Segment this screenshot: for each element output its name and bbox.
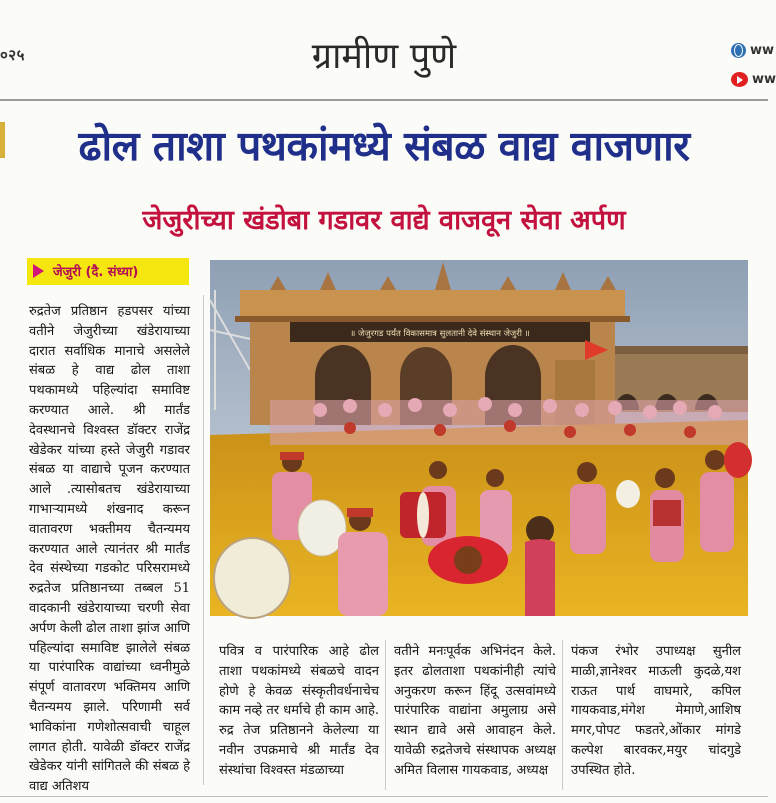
article-column-4: पंकज रंभोर उपाध्यक्ष सुनील माळी,ज्ञानेश्वर माऊली कुदळे,यश राऊत पार्थ वाघमारे, कपिल गायकवाड,मंगेश मेमाणे,आशिष मगर,पोपट फडतरे,ओंकार मांगडे कल्पेश बारवकर,मयुर चांदगुडे उपस्थित होते. [571,644,741,778]
masthead-divider [0,99,768,101]
page-edge-marker [0,122,5,158]
dateline-arrow-icon [33,264,44,278]
youtube-link[interactable] [731,72,776,90]
youtube-label: ww [752,72,776,87]
website-label: ww [750,43,775,58]
youtube-icon [731,72,748,87]
website-link[interactable] [731,43,775,61]
temple-banner-text: ॥ जेजुरगड पर्यंत विकासमात्र सुलतानी देवे संस्थान जेजुरी ॥ [350,329,530,339]
globe-icon [731,43,746,58]
article-column-3: वतीने मनःपूर्वक अभिनंदन केले. इतर ढोलताशा पथकांनीही त्यांचे अनुकरण करून हिंदू उत्सवांमध्ये पारंपारिक वाद्यांना अमुलाग्र असे स्थान द्यावे असे आवाहन केले. यावेळी रुद्रतेजचे संस्थापक अध्यक्ष अमित विलास गायकवाड, अध्यक्ष [394,644,556,778]
crowd [270,397,748,445]
column-divider [385,640,386,790]
masthead-title: ग्रामीण पुणे [311,36,457,77]
article-subheadline: जेजुरीच्या खंडोबा गडावर वाद्ये वाजवून सेवा अर्पण [142,205,626,236]
photo-drummers-at-temple [210,260,748,616]
bottom-divider [0,796,768,797]
article-column-2: पवित्र व पारंपारिक आहे ढोल ताशा पथकांमध्ये संबळचे वादन होणे हे केवळ संस्कृतीवर्धनाचेच काम नव्हे तर धर्माचे ही काम आहे. रुद्र तेज प्रतिष्ठानने केलेल्या या नवीन उपक्रमाचे श्री मार्तंड देव संस्थांचा विश्वस्त मंडळाच्या [219,644,379,778]
article-photo [210,260,748,616]
dateline-badge [27,258,189,285]
article-headline: ढोल ताशा पथकांमध्ये संबळ वाद्य वाजणार [78,122,690,170]
column-divider [562,640,563,790]
issue-date: ०२५ [0,46,25,64]
drummer [525,516,555,616]
article-column-left: रुद्रतेज प्रतिष्ठान हडपसर यांच्या वतीने जेजुरीच्या खंडेरायाच्या दारात सर्वाधिक मानाचे असलेले संबळ हे वाद्य ढोल ताशा पथकामध्ये पहिल्यांदा समाविष्ट करण्यात आले. श्री मार्तंड देवस्थानचे विश्वस्त डॉक्टर राजेंद्र खेडेकर यांच्या हस्ते जेजुरी गडावर संबळ या वाद्याचे पूजन करण्यात आले .त्यासोबतच खंडेरायाच्या गाभाऱ्यामध्ये शंखनाद करून वातावरण भक्तीमय चैतन्यमय करण्यात आले त्यानंतर श्री मार्तंड देव संस्थेच्या गडकोट परिसरामध्ये रुद्रतेज प्रतिष्ठानच्या तब्बल 51 वादकानी खंडेरायाच्या चरणी सेवा अर्पण केली ढोल ताशा झांज आणि पहिल्यांदा समाविष्ट झालेले संबळ या पारंपारिक वाद्यांच्या ध्वनीमुळे संपूर्ण वातावरण भक्तिमय आणि चैतन्यमय झाले. परिणामी सर्व भाविकांना गणेशोत्सवाची चाहूल लागत होती. यावेळी डॉक्टर राजेंद्र खेडेकर यांनी सांगितले की संबळ हे वाद्य अतिशय [29,304,190,795]
column-divider [203,295,204,785]
dateline-text: जेजुरी (दै. संध्या) [53,265,139,280]
